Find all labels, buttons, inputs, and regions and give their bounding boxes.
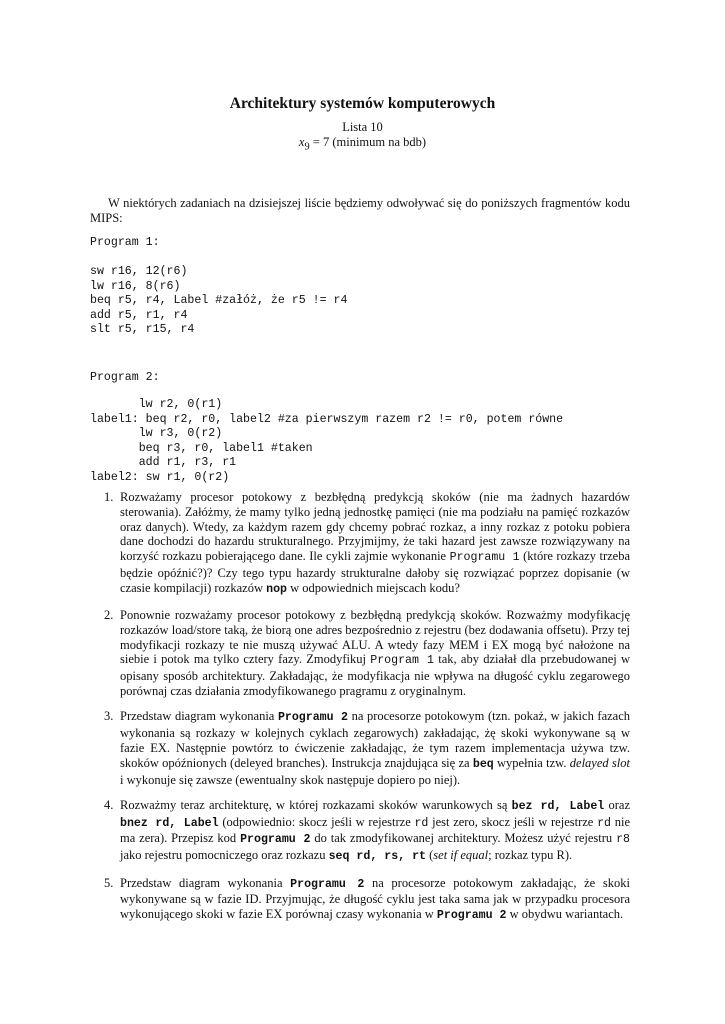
code-line: label1: beq r2, r0, label2 #za pierwszym razem r2 != r0, potem równe (90, 412, 564, 426)
code-ref: Programu 1 (449, 551, 520, 565)
task-text: na procesorze potokowym zakładając, że skoki wykonywane są w fazie ID. Przyjmując, że długość cyklu jest taka sama jak w przypadku procesora wykonującego skoki w fazie EX porównaj czasy wykonania w (120, 875, 630, 922)
task-text: ; rozkaz typu R). (488, 848, 573, 863)
code-ref: seq rd, rs, rt (328, 850, 426, 864)
code-ref: rd (414, 816, 429, 830)
code-line: add r1, r3, r1 (90, 456, 237, 470)
task-text: Rozważmy teraz architekturę, w której rozkazami skoków warunkowych są (120, 797, 512, 812)
task-text: w obydwu wariantach. (506, 907, 624, 922)
task-number: 3. (104, 709, 114, 724)
task-number: 4. (104, 797, 114, 812)
task-4 (90, 798, 630, 865)
code-ref: beq (472, 757, 494, 771)
task-text: i wykonuje się zawsze (ewentualny skok następuje dopiero po niej). (120, 772, 461, 787)
task-number: 2. (104, 608, 114, 623)
task-number: 5. (104, 875, 114, 890)
code-ref: Programu 2 (277, 711, 348, 725)
italic-term: set if equal (433, 848, 489, 863)
task-number: 1. (104, 490, 114, 504)
task-text: jako rejestru pomocniczego oraz rozkazu (120, 848, 329, 863)
task-text: do tak zmodyfikowanej architektury. Możesz użyć rejestru (310, 831, 617, 846)
code-line: lw r3, 0(r2) (90, 427, 223, 441)
task-text: oraz (604, 797, 630, 812)
task-text: nie ma zera). Przepisz kod (120, 814, 630, 846)
code-ref: nop (266, 582, 287, 596)
task-text: jest zero, skocz jeśli w rejestrze (428, 814, 598, 829)
task-text: (odpowiednio: skocz jeśli w rejestrze (218, 814, 415, 829)
task-2 (90, 608, 630, 699)
task-text: tak, aby działał dla przebudowanej w opisany sposób architektury. Zakładając, że modyfikacja nie wpływa na długość cyklu zegarowego porównaj czas działania zmodyfikowanego pragramu z oryginalnym. (120, 652, 631, 699)
code-line: sw r16, 12(r6) (90, 265, 188, 278)
code-line: lw r2, 0(r1) (90, 398, 223, 411)
task-list (90, 490, 630, 934)
task-text: Rozważamy procesor potokowy z bezbłędną predykcją skoków (nie ma żadnych hazardów sterowania). Załóżmy, że mamy tylko jedną jednostkę pamięci (nie ma podziału na pamięć rozkazów oraz danych). Wtedy, za każdym razem gdy chcemy pobrać rozkaz, a inny rozkaz z potoku pobiera dane dochodzi do hazardu strukturalnego. Przyjmijmy, że taki hazard jest zawsze rozwiązywany na korzyść rozkazu pobierającego dane. Ile cykli zajmie wykonanie (120, 490, 630, 564)
code-line: beq r5, r4, Label #załóż, że r5 != r4 (90, 294, 348, 308)
task-1 (90, 490, 630, 598)
code-line: add r5, r1, r4 (90, 308, 188, 322)
x-variable: x (298, 135, 305, 149)
program1-code (90, 265, 347, 338)
task-text: Ponownie rozważamy procesor potokowy z bezbłędną predykcją skoków. Rozważmy modyfikację rozkazów load/store taką, że biorą one adres bezpośrednio z rejestru (bez dodawania offsetu). Przy tej modyfikacji rozkazy te nie muszą używać ALU. A wtedy fazy MEM i EX mogą być nałożone na siebie i potok ma tylko cztery fazy. Zmodyfikuj (120, 608, 630, 667)
code-line: beq r3, r0, label1 #taken (90, 441, 313, 455)
code-ref: Programu 2 (436, 909, 507, 923)
document-title: Architektury systemów komputerowych (229, 95, 496, 112)
program1-heading: Program 1: (90, 236, 160, 249)
program2-code (90, 398, 563, 486)
code-ref: bez rd, Label (511, 799, 605, 813)
list-number: Lista 10 (342, 120, 383, 134)
code-line: lw r16, 8(r6) (90, 279, 181, 293)
task-text: w odpowiednich miejscach kodu? (287, 580, 460, 595)
task-text: ( (426, 848, 434, 863)
code-ref: rd (597, 816, 611, 830)
task-5 (90, 876, 630, 924)
grade-threshold (0, 135, 725, 153)
task-text: (które rozkazy trzeba będzie opóźnić?)? Czy tego typu hazardy strukturalne dałoby się rozwiązać poprzez dopisanie (w czasie kompilacji) rozkazów (120, 549, 630, 595)
code-ref: Program 1 (370, 654, 435, 668)
x-value-text: = 7 (minimum na bdb) (309, 135, 427, 149)
task-text: wypełnia tzw. (493, 755, 570, 770)
task-text: na procesorze potokowym (tzn. pokaż, w jakich fazach wykonania są rozkazy w kolejnych cyklach zegarowych) zakładając, żę skoki wykonywane są w fazie EX. Następnie powtórz to ćwiczenie zakładając, że tym razem implementacja używa tzw. skoków opóźnionych (deleyed branches). Instrukcja znajdująca się za (120, 709, 631, 770)
intro-paragraph: W niektórych zadaniach na dzisiejszej liście będziemy odwoływać się do poniższych fragmentów kodu MIPS: (90, 196, 630, 225)
code-ref: Programu 2 (240, 833, 311, 847)
code-ref: Programu 2 (290, 877, 365, 891)
code-ref: bnez rd, Label (120, 816, 219, 830)
task-text: Przedstaw diagram wykonania (120, 875, 291, 890)
task-text: Przedstaw diagram wykonania (120, 709, 278, 724)
code-ref: r8 (616, 833, 630, 847)
code-line: slt r5, r15, r4 (90, 323, 195, 337)
italic-term: delayed slot (569, 755, 630, 770)
task-3 (90, 709, 630, 787)
program2-heading: Program 2: (90, 371, 160, 384)
x-subscript: 9 (304, 141, 310, 153)
code-line: label2: sw r1, 0(r2) (90, 470, 230, 484)
